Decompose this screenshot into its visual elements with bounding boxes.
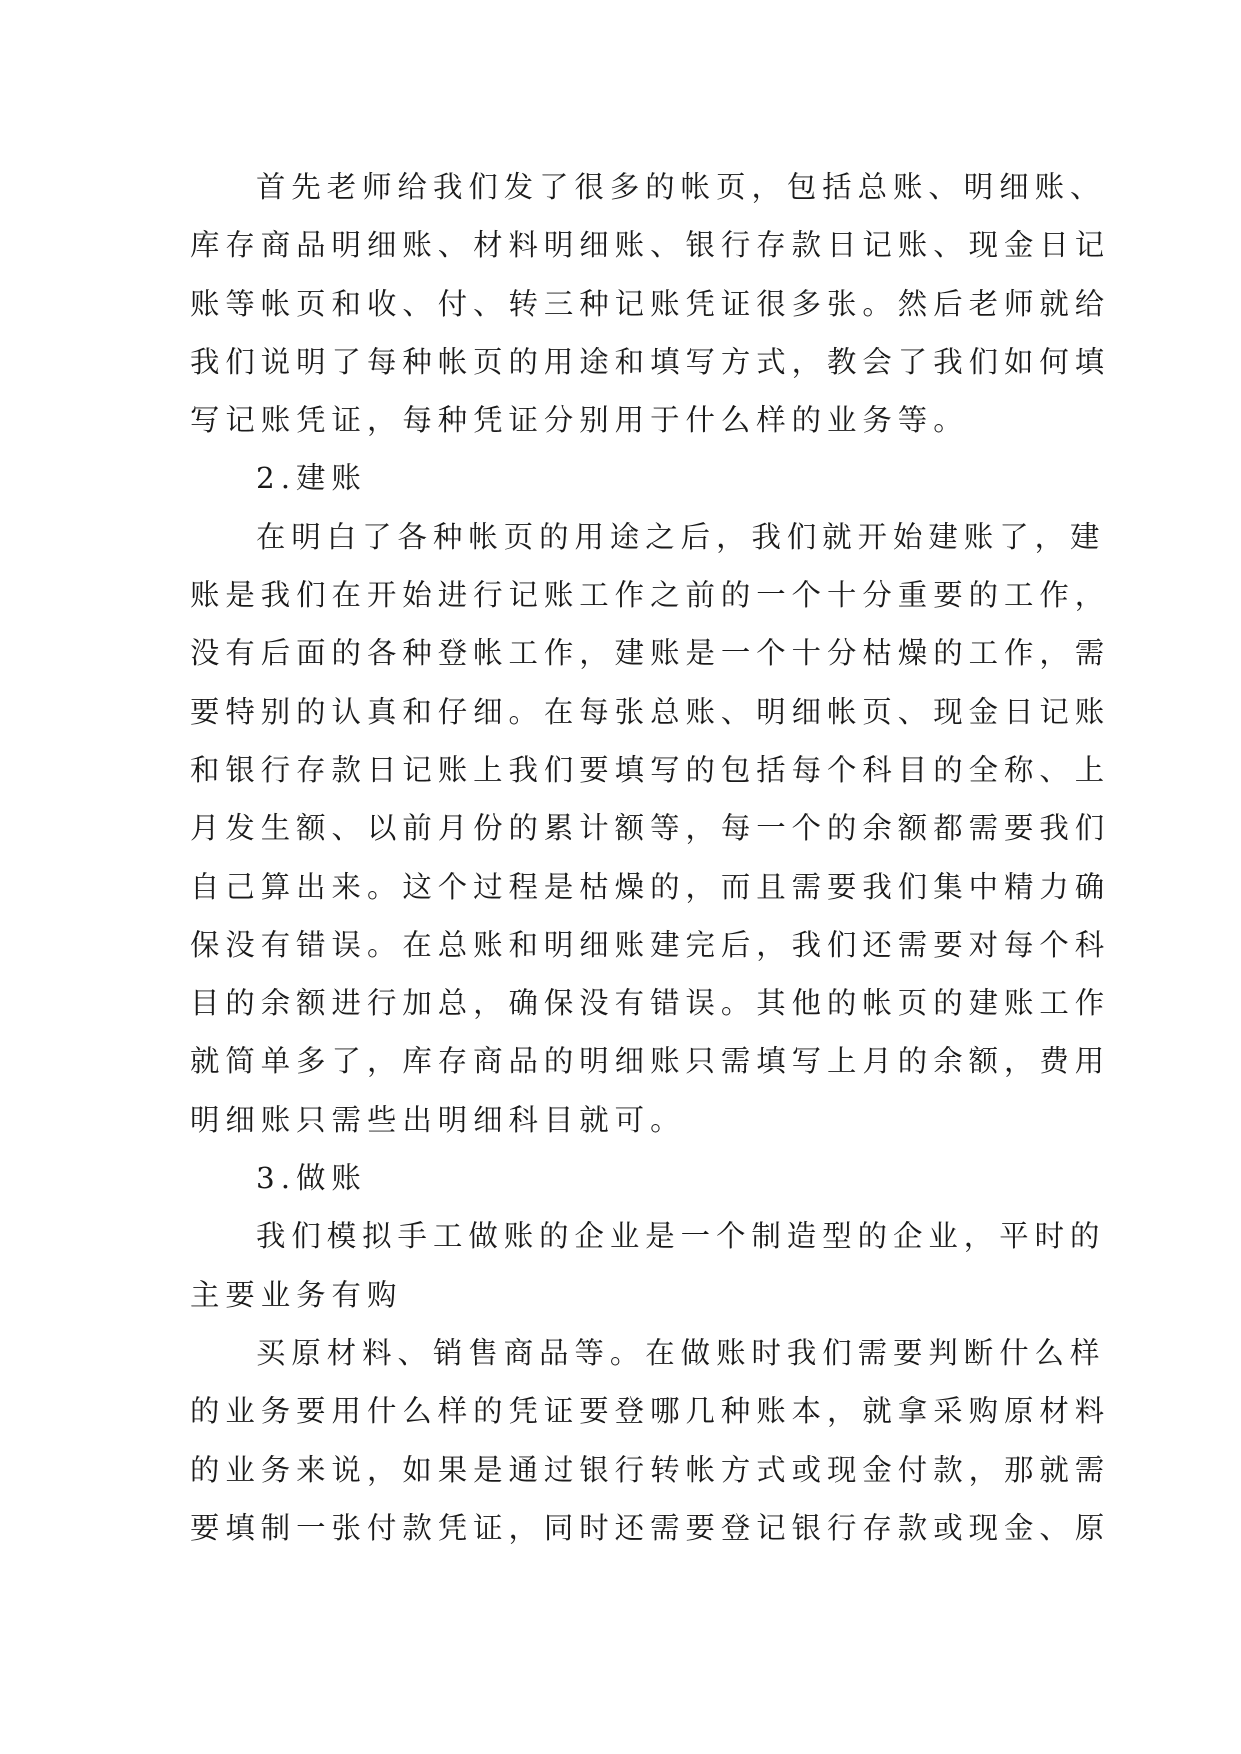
paragraph-1-line-3: 账等帐页和收、付、转三种记账凭证很多张。然后老师就给: [190, 286, 1111, 321]
section-heading-3: 3.做账: [256, 1161, 367, 1196]
paragraph-2-line-3: 没有后面的各种登帐工作，建账是一个十分枯燥的工作，需: [190, 636, 1111, 671]
paragraph-2-line-1: 在明白了各种帐页的用途之后，我们就开始建账了，建: [256, 519, 1106, 554]
paragraph-1-line-4: 我们说明了每种帐页的用途和填写方式，教会了我们如何填: [190, 344, 1111, 379]
paragraph-1-line-2: 库存商品明细账、材料明细账、银行存款日记账、现金日记: [190, 228, 1111, 263]
section-heading-2: 2.建账: [256, 461, 367, 496]
paragraph-3-line-1: 我们模拟手工做账的企业是一个制造型的企业，平时的: [256, 1219, 1106, 1254]
paragraph-4-line-1: 买原材料、销售商品等。在做账时我们需要判断什么样: [256, 1335, 1106, 1370]
paragraph-2-line-6: 月发生额、以前月份的累计额等，每一个的余额都需要我们: [190, 811, 1111, 846]
paragraph-2-line-5: 和银行存款日记账上我们要填写的包括每个科目的全称、上: [190, 752, 1111, 787]
paragraph-1-line-5: 写记账凭证，每种凭证分别用于什么样的业务等。: [190, 403, 969, 438]
paragraph-2-line-11: 明细账只需些出明细科目就可。: [190, 1102, 686, 1137]
paragraph-2-line-8: 保没有错误。在总账和明细账建完后，我们还需要对每个科: [190, 927, 1111, 962]
paragraph-3-line-2: 主要业务有购: [190, 1277, 403, 1312]
paragraph-4-line-3: 的业务来说，如果是通过银行转帐方式或现金付款，那就需: [190, 1452, 1111, 1487]
paragraph-1-line-1: 首先老师给我们发了很多的帐页，包括总账、明细账、: [256, 170, 1106, 204]
paragraph-2-line-7: 自己算出来。这个过程是枯燥的，而且需要我们集中精力确: [190, 869, 1111, 904]
paragraph-2-line-4: 要特别的认真和仔细。在每张总账、明细帐页、现金日记账: [190, 694, 1111, 729]
paragraph-4-line-2: 的业务要用什么样的凭证要登哪几种账本，就拿采购原材料: [190, 1394, 1111, 1429]
paragraph-4-line-4: 要填制一张付款凭证，同时还需要登记银行存款或现金、原: [190, 1510, 1111, 1545]
paragraph-2-line-9: 目的余额进行加总，确保没有错误。其他的帐页的建账工作: [190, 986, 1111, 1021]
paragraph-2-line-10: 就简单多了，库存商品的明细账只需填写上月的余额，费用: [190, 1044, 1111, 1079]
paragraph-2-line-2: 账是我们在开始进行记账工作之前的一个十分重要的工作，: [190, 578, 1111, 613]
document-body: [190, 158, 1111, 1557]
